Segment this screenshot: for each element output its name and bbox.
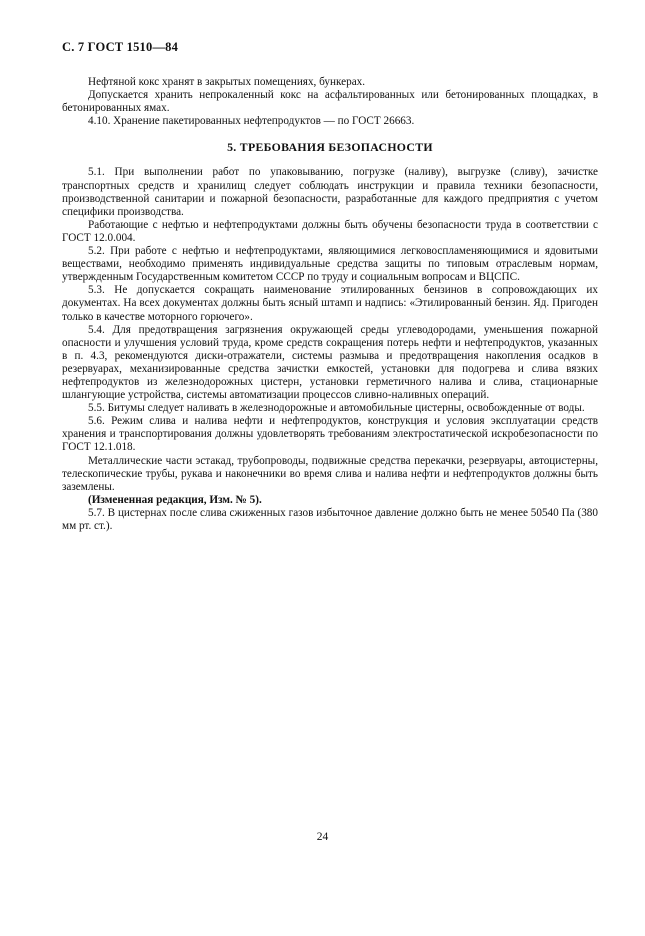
paragraph-5-6-grounding: Металлические части эстакад, трубопроводы, подвижные средства перекачки, резервуары, автоцистерны, телескопические трубы, рукава и наконечники во время слива и налива нефти и нефтепродуктов должны быть заземлены.: [62, 454, 598, 493]
amendment-note: (Измененная редакция, Изм. № 5).: [88, 493, 262, 506]
paragraph-5-4: 5.4. Для предотвращения загрязнения окружающей среды углеводородами, уменьшения пожарной опасности и улучшения условий труда, кроме средств сокращения потерь нефти и нефтепродуктов, указанных в п. 4.3, рекомендуются диски-отражатели, системы размыва и предотвращения накопления осадков в резервуарах, механизированные средства зачистки емкостей, установки для подогрева и слива вязких нефтепродуктов из железнодорожных цистерн, установки герметичного налива и слива, стационарные шлангующие устройства, системы автоматизации процессов сливно-наливных операций.: [62, 323, 598, 402]
paragraph-5-1: 5.1. При выполнении работ по упаковыванию, погрузке (наливу), выгрузке (сливу), зачистке транспортных средств и хранилищ следует соблюдать инструкции и правила техники безопасности, производственной санитарии и пожарной безопасности, разработанные для каждого предприятия с учетом специфики производства.: [62, 166, 598, 218]
document-body: [62, 76, 598, 533]
paragraph-4-10: 4.10. Хранение пакетированных нефтепродуктов — по ГОСТ 26663.: [88, 115, 415, 128]
page-number: 24: [316, 831, 329, 843]
paragraph-5-6: 5.6. Режим слива и налива нефти и нефтепродуктов, конструкция и условия эксплуатации средств хранения и транспортирования должны удовлетворять требованиям электростатической искробезопасности по ГОСТ 12.1.018.: [62, 415, 598, 454]
paragraph-5-7: 5.7. В цистернах после слива сжиженных газов избыточное давление должно быть не менее 50540 Па (380 мм рт. ст.).: [62, 506, 598, 532]
paragraph-5-1-training: Работающие с нефтью и нефтепродуктами должны быть обучены безопасности труда в соответствии с ГОСТ 12.0.004.: [62, 218, 598, 244]
paragraph-coke-storage: Нефтяной кокс хранят в закрытых помещениях, бункерах.: [88, 76, 366, 88]
document-header: С. 7 ГОСТ 1510—84: [62, 40, 179, 54]
section-title: 5. ТРЕБОВАНИЯ БЕЗОПАСНОСТИ: [227, 140, 433, 155]
paragraph-5-2: 5.2. При работе с нефтью и нефтепродуктами, являющимися легковоспламеняющимися и ядовитыми веществами, необходимо применять индивидуальные средства защиты по типовым отраслевым нормам, утвержденным Государственным комитетом СССР по труду и социальным вопросам и ВЦСПС.: [62, 245, 598, 284]
paragraph-5-3: 5.3. Не допускается сокращать наименование этилированных бензинов в сопровождающих их документах. На всех документах должны быть ясный штамп и надпись: «Этилированный бензин. Яд. Пригоден только в качестве моторного горючего».: [62, 284, 598, 323]
paragraph-uncalcined-coke: Допускается хранить непрокаленный кокс на асфальтированных или бетонированных площадках, в бетонированных ямах.: [62, 89, 598, 115]
paragraph-5-5: 5.5. Битумы следует наливать в железнодорожные и автомобильные цистерны, освобожденные от воды.: [88, 402, 585, 415]
